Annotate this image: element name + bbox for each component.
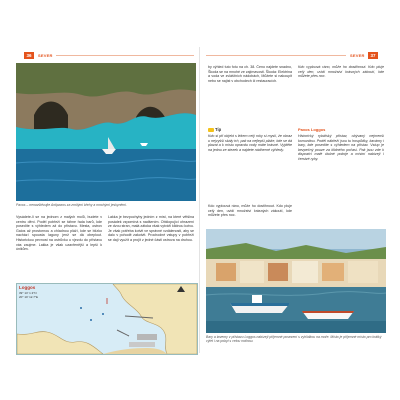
tip-heading [208,127,221,132]
left-photo-caption: Paxos – nenavštěvujte Antipaxos za zrnitými břehy a mnohými jeskyněmi. [16,203,127,207]
left-header-rule [56,55,194,56]
right-page [200,47,392,353]
map-title: Loggos [19,285,36,290]
book-spread [8,47,392,353]
right-body-column-1: by výhled tuto fotu na ch. 38. Čeno najdete snadno, Škoda se na mnohé ze zajímavosti. Škoda: Elektrina a voda ve zvlášťních nádobách, Můžete si nakoupit nebo se najíst v obchodech či restauracích. [208,65,292,83]
right-photo-caption: Bary a taverny v přístavu Loggos nabízejí příjemné posezení s vyhlídkou na moře. Místo je příjemné místo pro krátký výlet i na pobyt s celou rodinou. [206,335,382,344]
tip-text: Kdo si při objekt s lékem celý roky si myslí, že obraz u nejvyšší skály trh, pak na nejlepší pláže, kde se dá plavat a k místu opravdu vody máte krásné. Vyjděte na jednu ze stezek a najdete nádherné výhledy. [208,134,292,152]
right-page-number: 37 [368,52,378,59]
left-page-number: 36 [24,52,34,59]
right-body-column-1b: Kdo vyplouvá ráno, může ho dostihnout. Kdo pluje celý den, uvidí množství krásných zákoutí, kde můžete přes noc. [208,204,292,218]
tip-icon [208,128,214,132]
right-header [200,52,392,59]
right-body-column-2: Kdo vyplouvá ráno, může ho dostihnout. Kdo pluje celý den, uvidí množství krásných zákoutí, kde můžete přes noc. [298,65,384,79]
left-body-column-1: Vysádete-li se na jednom z malých molů, budete v centru dění. Podél pobřeží se táhne řada barů, kde posedíte s výhledem až do přístavu. Mesta, ostrov Gaios až prostornou a chladnou pláží, kde se blízko nachází spousta laguny jenž se dá obeplout. Historickou pevnost na ostrůvku u vjezdu do přístavu vás zaujme. Lakka je však uzavřenější a lepší k únikům. [16,215,102,252]
loggos-subheading: Paxos Loggos [298,127,326,132]
loggos-harbour-map [16,283,198,355]
left-page [8,47,200,353]
right-body-column-3: Historický rybářský přístav, obývaný nejmenší komunitou. Podél nábřeží jsou tu hospůdky, kavárny i bary, kde posedíte s výhledem na přístav. Vstup je bezpečný pouze za klidného počasí. Pak jsou zde k dispozici malé útulné pokoje a místní nabízejí i čerstvé ryby. [298,134,384,161]
sea-cave-photo [16,63,196,201]
left-header [8,52,200,59]
right-section-title: SEVER [350,53,365,58]
right-header-rule [206,55,346,56]
left-section-title: SEVER [38,53,53,58]
harbour-photo [206,229,386,333]
left-body-column-2: Lakka je bezpochyby jedním z míst, na které většina posádek vzpomíná s nadšením. Obklopující ohrazení ze dvou stran, malá zátoka však vytváří klidnou kotvu. Je však potřeba kotvit ve správné vzdálenosti, aby se dalo v pohodě zakotvit. Prochodné vstupy v pobřeží se dají využít a projít z jedné části ostrova na druhou. [108,215,194,242]
tip-label: Tip [215,127,222,132]
map-coordinates: 39° 13' 1.3"N 20° 10' 12.7"E [19,291,39,299]
